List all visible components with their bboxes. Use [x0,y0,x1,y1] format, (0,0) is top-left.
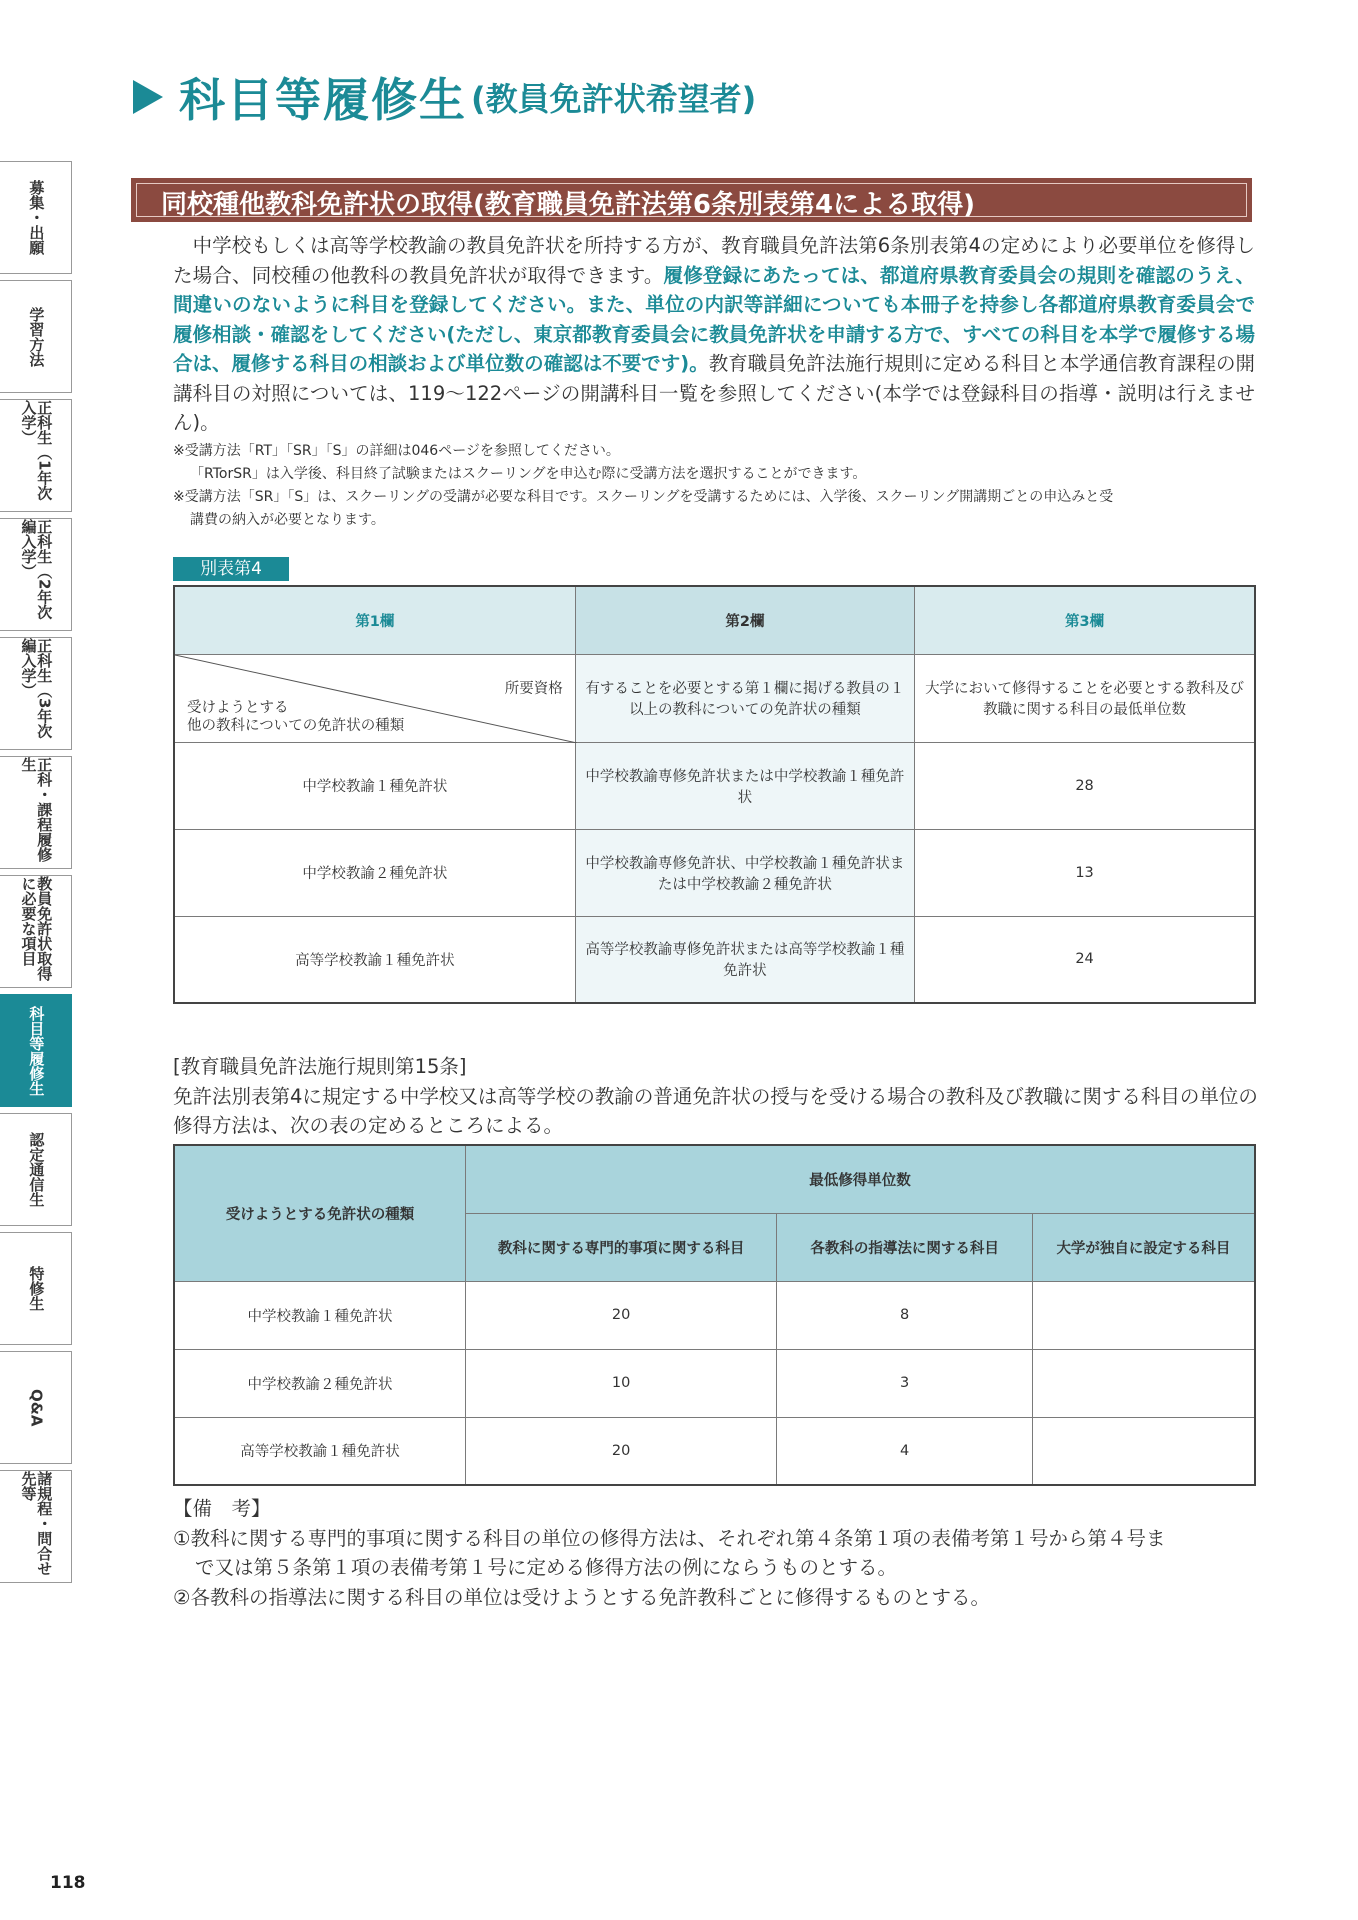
t1-header-3: 第3欄 [915,586,1255,654]
notes [173,440,1258,532]
side-tab-seika-2[interactable]: 正科生（2年次編入学） [0,518,72,631]
t1-header-2: 第2欄 [575,586,914,654]
side-tab-gakushu[interactable]: 学習方法 [0,280,72,393]
page-number: 118 [50,1873,86,1893]
table-row [174,1417,1255,1485]
note-2: 「RTorSR」は入学後、科目終了試験またはスクーリングを申込む際に受講方法を選択することができます。 [190,466,867,482]
remarks [173,1494,1263,1612]
rule15 [173,1052,1258,1141]
t1-diag-bottom-2: 他の教科についての免許状の種類 [187,717,405,734]
t2-r3-a: 20 [465,1417,776,1485]
table-row [174,1349,1255,1417]
t1-diag-top: 所要資格 [504,680,563,697]
t2-r2-a: 10 [465,1349,776,1417]
t2-r3-b: 4 [777,1417,1033,1485]
t2-r1-a: 20 [465,1281,776,1349]
section-heading-text: 同校種他教科免許状の取得(教育職員免許法第6条別表第4による取得) [161,190,975,220]
t1-r3-c2: 高等学校教諭専修免許状または高等学校教諭１種免許状 [575,916,914,1003]
side-tab-kitei[interactable]: 諸規程・問合せ先等 [0,1470,72,1583]
intro-highlight: 履修登録にあたっては、都道府県教育委員会の規則を確認のうえ、間違いのないように科目を登録してください。また、単位の内訳等詳細についても本冊子を持参し各都道府県教育委員会で履修相談・確認をしてください(ただし、東京都教育委員会に教員免許状を申請する方で、すべての科目を本学で履修する場合は、履修する科目の相談および単位数の確認は不要です)。 [173,263,1255,375]
t2-r2-c [1032,1349,1255,1417]
t1-r2-c2: 中学校教諭専修免許状、中学校教諭１種免許状または中学校教諭２種免許状 [575,829,914,916]
remark-2: ②各教科の指導法に関する科目の単位は受けようとする免許教科ごとに修得するものとする。 [173,1585,990,1609]
note-3: ※受講方法「SR」「S」は、スクーリングの受講が必要な科目です。スクーリングを受講するためには、入学後、スクーリング開講期ごとの申込みと受 [173,489,1114,505]
t2-r2-b: 3 [777,1349,1033,1417]
t1-r2-c1: 中学校教諭２種免許状 [174,829,575,916]
remark-1a: ①教科に関する専門的事項に関する科目の単位の修得方法は、それぞれ第４条第１項の表備考第１号から第４号ま [173,1526,1166,1550]
section-heading [131,178,1252,222]
table1-label: 別表第4 [173,557,289,581]
side-tab-seika-3[interactable]: 正科生（3年次編入学） [0,637,72,750]
title-sub: (教員免許状希望者) [471,80,757,118]
t1-col3-desc: 大学において修得することを必要とする教科及び教職に関する科目の最低単位数 [915,654,1255,742]
t1-header-1: 第1欄 [174,586,575,654]
t1-r3-c3: 24 [915,916,1255,1003]
t1-diag-cell [174,654,575,742]
side-tab-menkyo[interactable]: 教員免許状取得に必要な項目 [0,875,72,988]
remark-1b: で又は第５条第１項の表備考第１号に定める修得方法の例にならうものとする。 [195,1556,898,1579]
rule15-body: 免許法別表第4に規定する中学校又は高等学校の教諭の普通免許状の授与を受ける場合の教科及び教職に関する科目の単位の修得方法は、次の表の定めるところによる。 [173,1084,1258,1137]
t1-diag-bottom-1: 受けようとする [187,699,289,716]
t2-r1-b: 8 [777,1281,1033,1349]
t1-r1-c1: 中学校教諭１種免許状 [174,742,575,829]
t2-header-sub-3: 大学が独自に設定する科目 [1032,1213,1255,1281]
t2-header-type: 受けようとする免許状の種類 [174,1145,465,1281]
triangle-icon [133,80,163,114]
side-tab-seika-1[interactable]: 正科生（1年次入学） [0,399,72,512]
side-tab-tokushu[interactable]: 特修生 [0,1232,72,1345]
t2-header-sub-1: 教科に関する専門的事項に関する科目 [465,1213,776,1281]
page-title [133,62,756,132]
intro-paragraph [173,231,1255,438]
t2-r1-type: 中学校教諭１種免許状 [174,1281,465,1349]
table-row [174,1281,1255,1349]
note-1: ※受講方法「RT」「SR」「S」の詳細は046ページを参照してください。 [173,443,620,459]
t1-diag-bottom [187,699,404,735]
t2-r2-type: 中学校教諭２種免許状 [174,1349,465,1417]
table-beppyo4 [173,585,1256,1004]
rule15-heading: [教育職員免許法施行規則第15条] [173,1055,467,1078]
t1-col2-desc: 有することを必要とする第１欄に掲げる教員の１以上の教科についての免許状の種類 [575,654,914,742]
side-tab-boshu[interactable]: 募集・出願 [0,161,72,274]
side-tab-nintei[interactable]: 認定通信生 [0,1113,72,1226]
note-4: 講費の納入が必要となります。 [190,512,385,528]
t2-r1-c [1032,1281,1255,1349]
side-tab-kamokutou[interactable]: 科目等履修生 [0,994,72,1107]
t1-r3-c1: 高等学校教諭１種免許状 [174,916,575,1003]
side-tab-qa[interactable]: Q&A [0,1351,72,1464]
side-tab-katei[interactable]: 正科・課程履修生 [0,756,72,869]
remarks-heading: 【備 考】 [173,1497,271,1520]
t1-r1-c2: 中学校教諭専修免許状または中学校教諭１種免許状 [575,742,914,829]
t2-r3-type: 高等学校教諭１種免許状 [174,1417,465,1485]
table-row [174,916,1255,1003]
t1-r1-c3: 28 [915,742,1255,829]
t2-header-min: 最低修得単位数 [465,1145,1255,1213]
title-main: 科目等履修生 [179,73,467,127]
t1-r2-c3: 13 [915,829,1255,916]
table-row [174,742,1255,829]
t2-r3-c [1032,1417,1255,1485]
intro-text-3: 教育職員免許法施行規則に定める科目と本学通信教育課程の開講科目の対照については、119〜122ページの開講科目一覧を参照してください(本学では登録科目の指導・説明は行えません)。 [173,352,1255,434]
intro-text-1: 中学校もしくは高等学校教諭の教員免許状を所持する方が、教育職員免許法第6条別表第4の定めにより必要単位を修得した場合、同校種の他教科の教員免許状が取得できます。 [173,234,1255,287]
table-min-units [173,1144,1256,1486]
t2-header-sub-2: 各教科の指導法に関する科目 [777,1213,1033,1281]
table-row [174,829,1255,916]
